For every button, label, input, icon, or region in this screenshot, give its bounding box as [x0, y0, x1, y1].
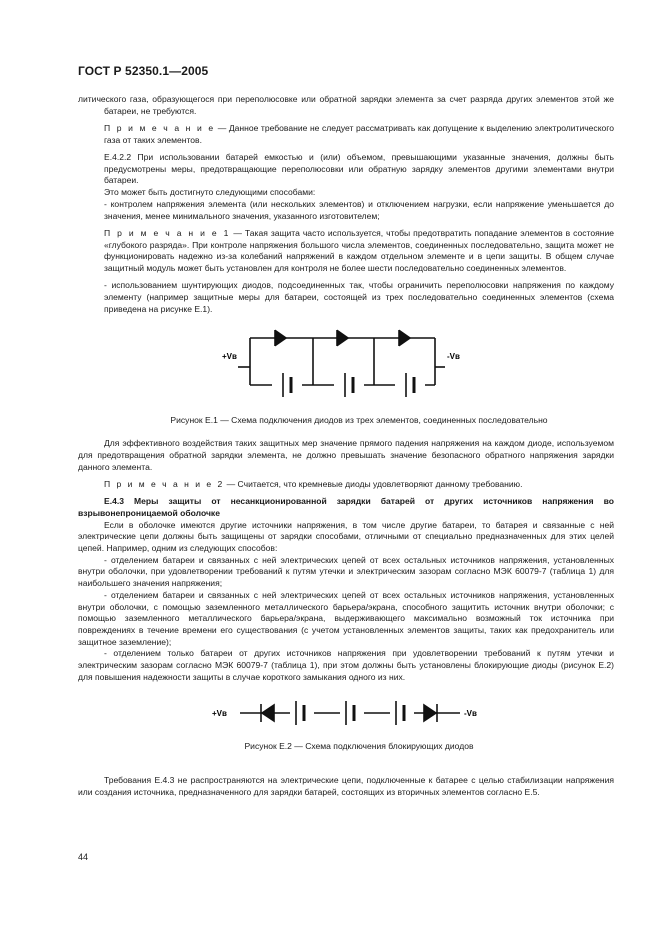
- note-label: П р и м е ч а н и е 1: [104, 227, 231, 238]
- list-item: - отделением батареи и связанных с ней электрических цепей от всех остальных источников напряжения, установленных внутри оболочки, с помощью заземленного металлического барьера/экрана, способного защитить источник внутри оболочки; с помощью заземленного металлического барьера/экрана, выдерживающего максимально возможный ток источника при повреждениях в течение времени его существования (с учетом установленных элементов защиты, таких как предохранитель или защитное заземление);: [78, 589, 614, 647]
- paragraph: литического газа, образующегося при переполюсовке или обратной зарядки элемента за счет разряда других элементов этой же батареи, не требуются.: [78, 94, 614, 116]
- paragraph: Требования Е.4.3 не распространяются на электрические цепи, подключенные к батарее с целью стабилизации напряжения или создания источника, предназначенного для зарядки батарей, состоящих из вторичных элементов согласно Е.5.: [78, 775, 614, 797]
- note-paragraph: [104, 479, 614, 491]
- note-paragraph: [104, 228, 614, 275]
- figure-e2-minus-label: -Vв: [464, 709, 477, 719]
- figure-e1-minus-label: -Vв: [447, 352, 460, 362]
- blocking-diode-2-icon: [424, 705, 436, 721]
- section-heading: Е.4.3 Меры защиты от несанкционированной зарядки батарей от других источников напряжения во взрывонепроницаемой оболочке: [78, 496, 614, 518]
- note-label: П р и м е ч а н и е: [104, 123, 216, 133]
- figure-e1: [0, 315, 661, 415]
- paragraph: Это может быть достигнуто следующими способами:: [104, 187, 316, 198]
- note-text: — Данное требование не следует рассматривать как допущение к выделению электролитического газа от таких элементов.: [104, 123, 614, 145]
- list-item: - использованием шунтирующих диодов, подсоединенных так, чтобы ограничить переполюсовки напряжения по каждому элементу (например защитные меры для батареи, состоящей из трех последовательно соединенных элементов (схема приведена на рисунке Е.1).: [104, 280, 614, 314]
- figure-e2-caption: Рисунок Е.2 — Схема подключения блокирующих диодов: [244, 741, 474, 752]
- note-text: — Такая защита часто используется, чтобы предотвратить попадание элементов в состояние «глубокого разряда». При контроле напряжения большого числа элементов, соединенных последовательно, защита может не функционировать надежно из-за колебаний напряжений в каждом отдельном элементе и в цепи защиты. В общем случае защитный модуль может быть установлен для контроля не более шести последовательно соединенных элементов.: [104, 227, 614, 273]
- list-item: - отделением батареи и связанных с ней электрических цепей от всех остальных источников напряжения, установленных внутри оболочки, при удовлетворении требований к путям утечки и электрическим зазорам согласно МЭК 60079-7 (таблица 1) для наибольшего значения напряжения;: [78, 554, 614, 589]
- document-body: [78, 94, 614, 799]
- paragraph: Для эффективного воздействия таких защитных мер значение прямого падения напряжения на каждом диоде, используемом для предотвращения обратной зарядки элемента, не должно превышать значение безопасного обратного напряжения зарядки данного элемента.: [78, 438, 614, 472]
- paragraph: Е.4.2.2 При использовании батарей емкостью и (или) объемом, превышающими указанные значения, должны быть предусмотрены меры, предотвращающие переполюсовки или обратную зарядку элементов другими элементами внутри батареи.: [104, 152, 614, 186]
- diode-3-icon: [400, 331, 410, 345]
- figure-e1-caption: Рисунок Е.1 — Схема подключения диодов из трех элементов, соединенных последовательно: [170, 415, 548, 426]
- diode-2-icon: [338, 331, 348, 345]
- document-header: ГОСТ Р 52350.1—2005: [78, 64, 209, 78]
- figure-e1-plus-label: +Vв: [222, 352, 237, 362]
- figure-e2-plus-label: +Vв: [212, 709, 227, 719]
- figure-e1-diagram: [0, 315, 661, 415]
- diode-1-icon: [276, 331, 286, 345]
- list-item: - контролем напряжения элемента (или нескольких элементов) и отключением нагрузки, если напряжение уменьшается до значения, менее минимального значения, указанного изготовителем;: [104, 198, 614, 221]
- note-text: — Считается, что кремневые диоды удовлетворяют данному требованию.: [224, 478, 523, 489]
- note-label: П р и м е ч а н и е 2: [104, 478, 225, 489]
- blocking-diode-1-icon: [262, 705, 274, 721]
- note-paragraph: [104, 123, 614, 146]
- paragraph: Если в оболочке имеются другие источники напряжения, в том числе другие батареи, то батарея и связанные с ней электрические цепи должны быть защищены от зарядки способами, отличными от специально предназначенных для этих целей цепей. Например, одним из следующих способов:: [78, 519, 614, 554]
- list-item: - отделением только батареи от других источников напряжения при удовлетворении требований к путям утечки и электрическим зазорам согласно МЭК 60079-7 (таблица 1), при этом должны быть установлены блокирующие диоды (рисунок Е.2) для повышения надежности защиты в случае короткого замыкания одного из них.: [78, 648, 614, 682]
- page-number: 44: [78, 852, 89, 862]
- figure-e2-diagram: [0, 683, 661, 741]
- figure-e2: [0, 683, 661, 741]
